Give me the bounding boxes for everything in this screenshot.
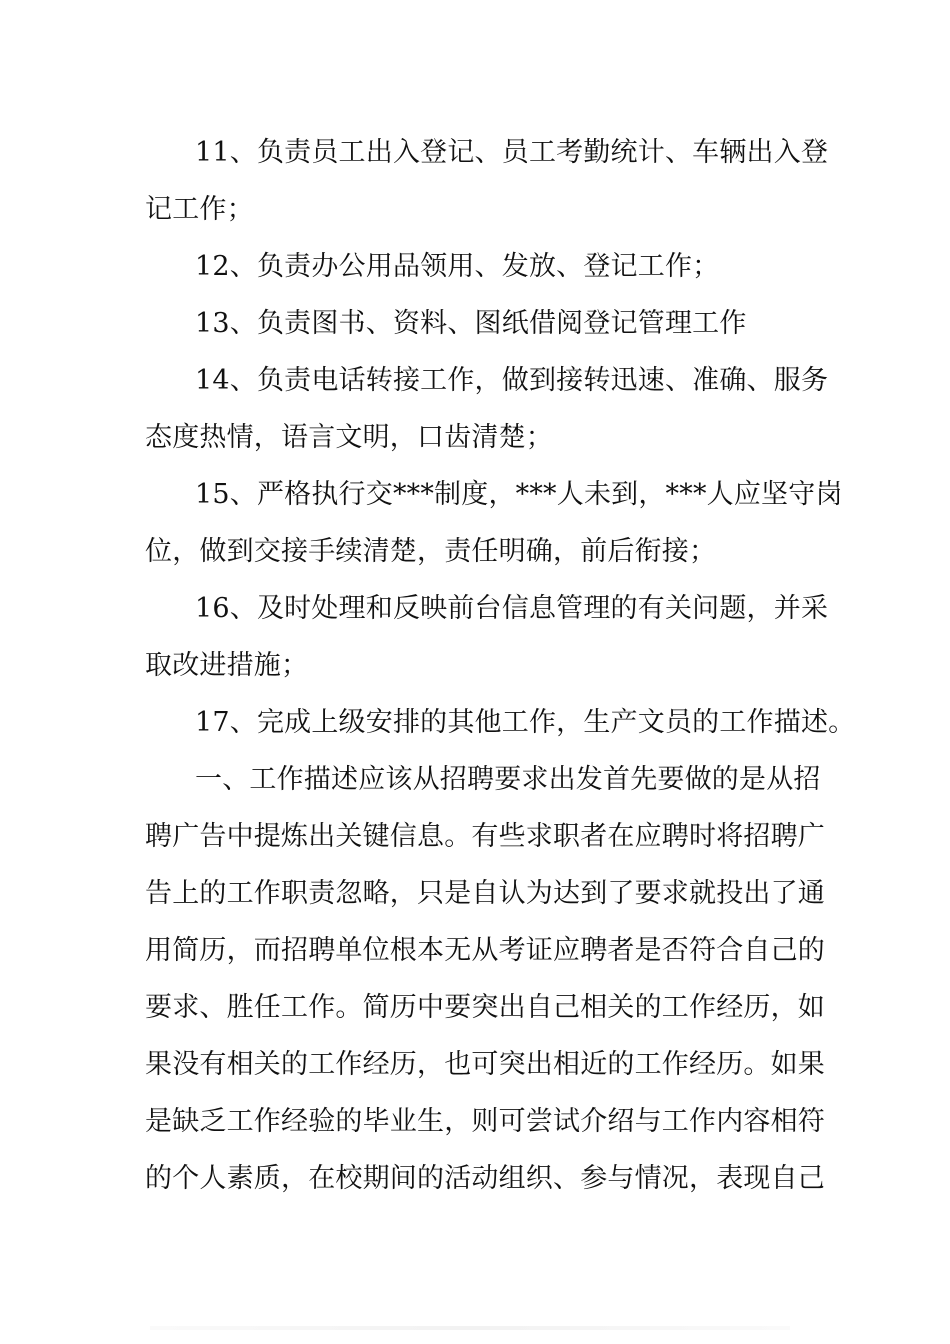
paragraph-16-line-2: 取改进措施；	[145, 650, 309, 681]
section-one-line-7: 是缺乏工作经验的毕业生，则可尝试介绍与工作内容相符	[145, 1106, 825, 1137]
section-one-line-4: 用简历，而招聘单位根本无从考证应聘者是否符合自己的	[145, 935, 825, 966]
section-one-line-2: 聘广告中提炼出关键信息。有些求职者在应聘时将招聘广	[145, 821, 825, 852]
section-one-line-6: 果没有相关的工作经历，也可突出相近的工作经历。如果	[145, 1049, 825, 1080]
paragraph-14-line-1: 14、负责电话转接工作，做到接转迅速、准确、服务	[195, 365, 829, 396]
section-one-line-3: 告上的工作职责忽略，只是自认为达到了要求就投出了通	[145, 878, 825, 909]
section-one-line-5: 要求、胜任工作。简历中要突出自己相关的工作经历，如	[145, 992, 825, 1023]
paragraph-15-line-1: 15、严格执行交***制度，***人未到，***人应坚守岗	[195, 479, 843, 510]
paragraph-12-line-1: 12、负责办公用品领用、发放、登记工作；	[195, 251, 720, 282]
page-bottom-shadow	[150, 1326, 790, 1330]
paragraph-13-line-1: 13、负责图书、资料、图纸借阅登记管理工作	[195, 308, 747, 339]
paragraph-16-line-1: 16、及时处理和反映前台信息管理的有关问题，并采	[195, 593, 829, 624]
section-one-line-1: 一、工作描述应该从招聘要求出发首先要做的是从招	[195, 764, 821, 795]
section-one-line-8: 的个人素质，在校期间的活动组织、参与情况，表现自己	[145, 1163, 825, 1194]
paragraph-14-line-2: 态度热情，语言文明，口齿清楚；	[145, 422, 553, 453]
paragraph-11-line-1: 11、负责员工出入登记、员工考勤统计、车辆出入登	[195, 137, 829, 168]
paragraph-15-line-2: 位，做到交接手续清楚，责任明确，前后衔接；	[145, 536, 717, 567]
paragraph-11-line-2: 记工作；	[145, 194, 254, 225]
paragraph-17-line-1: 17、完成上级安排的其他工作，生产文员的工作描述。	[195, 707, 856, 738]
